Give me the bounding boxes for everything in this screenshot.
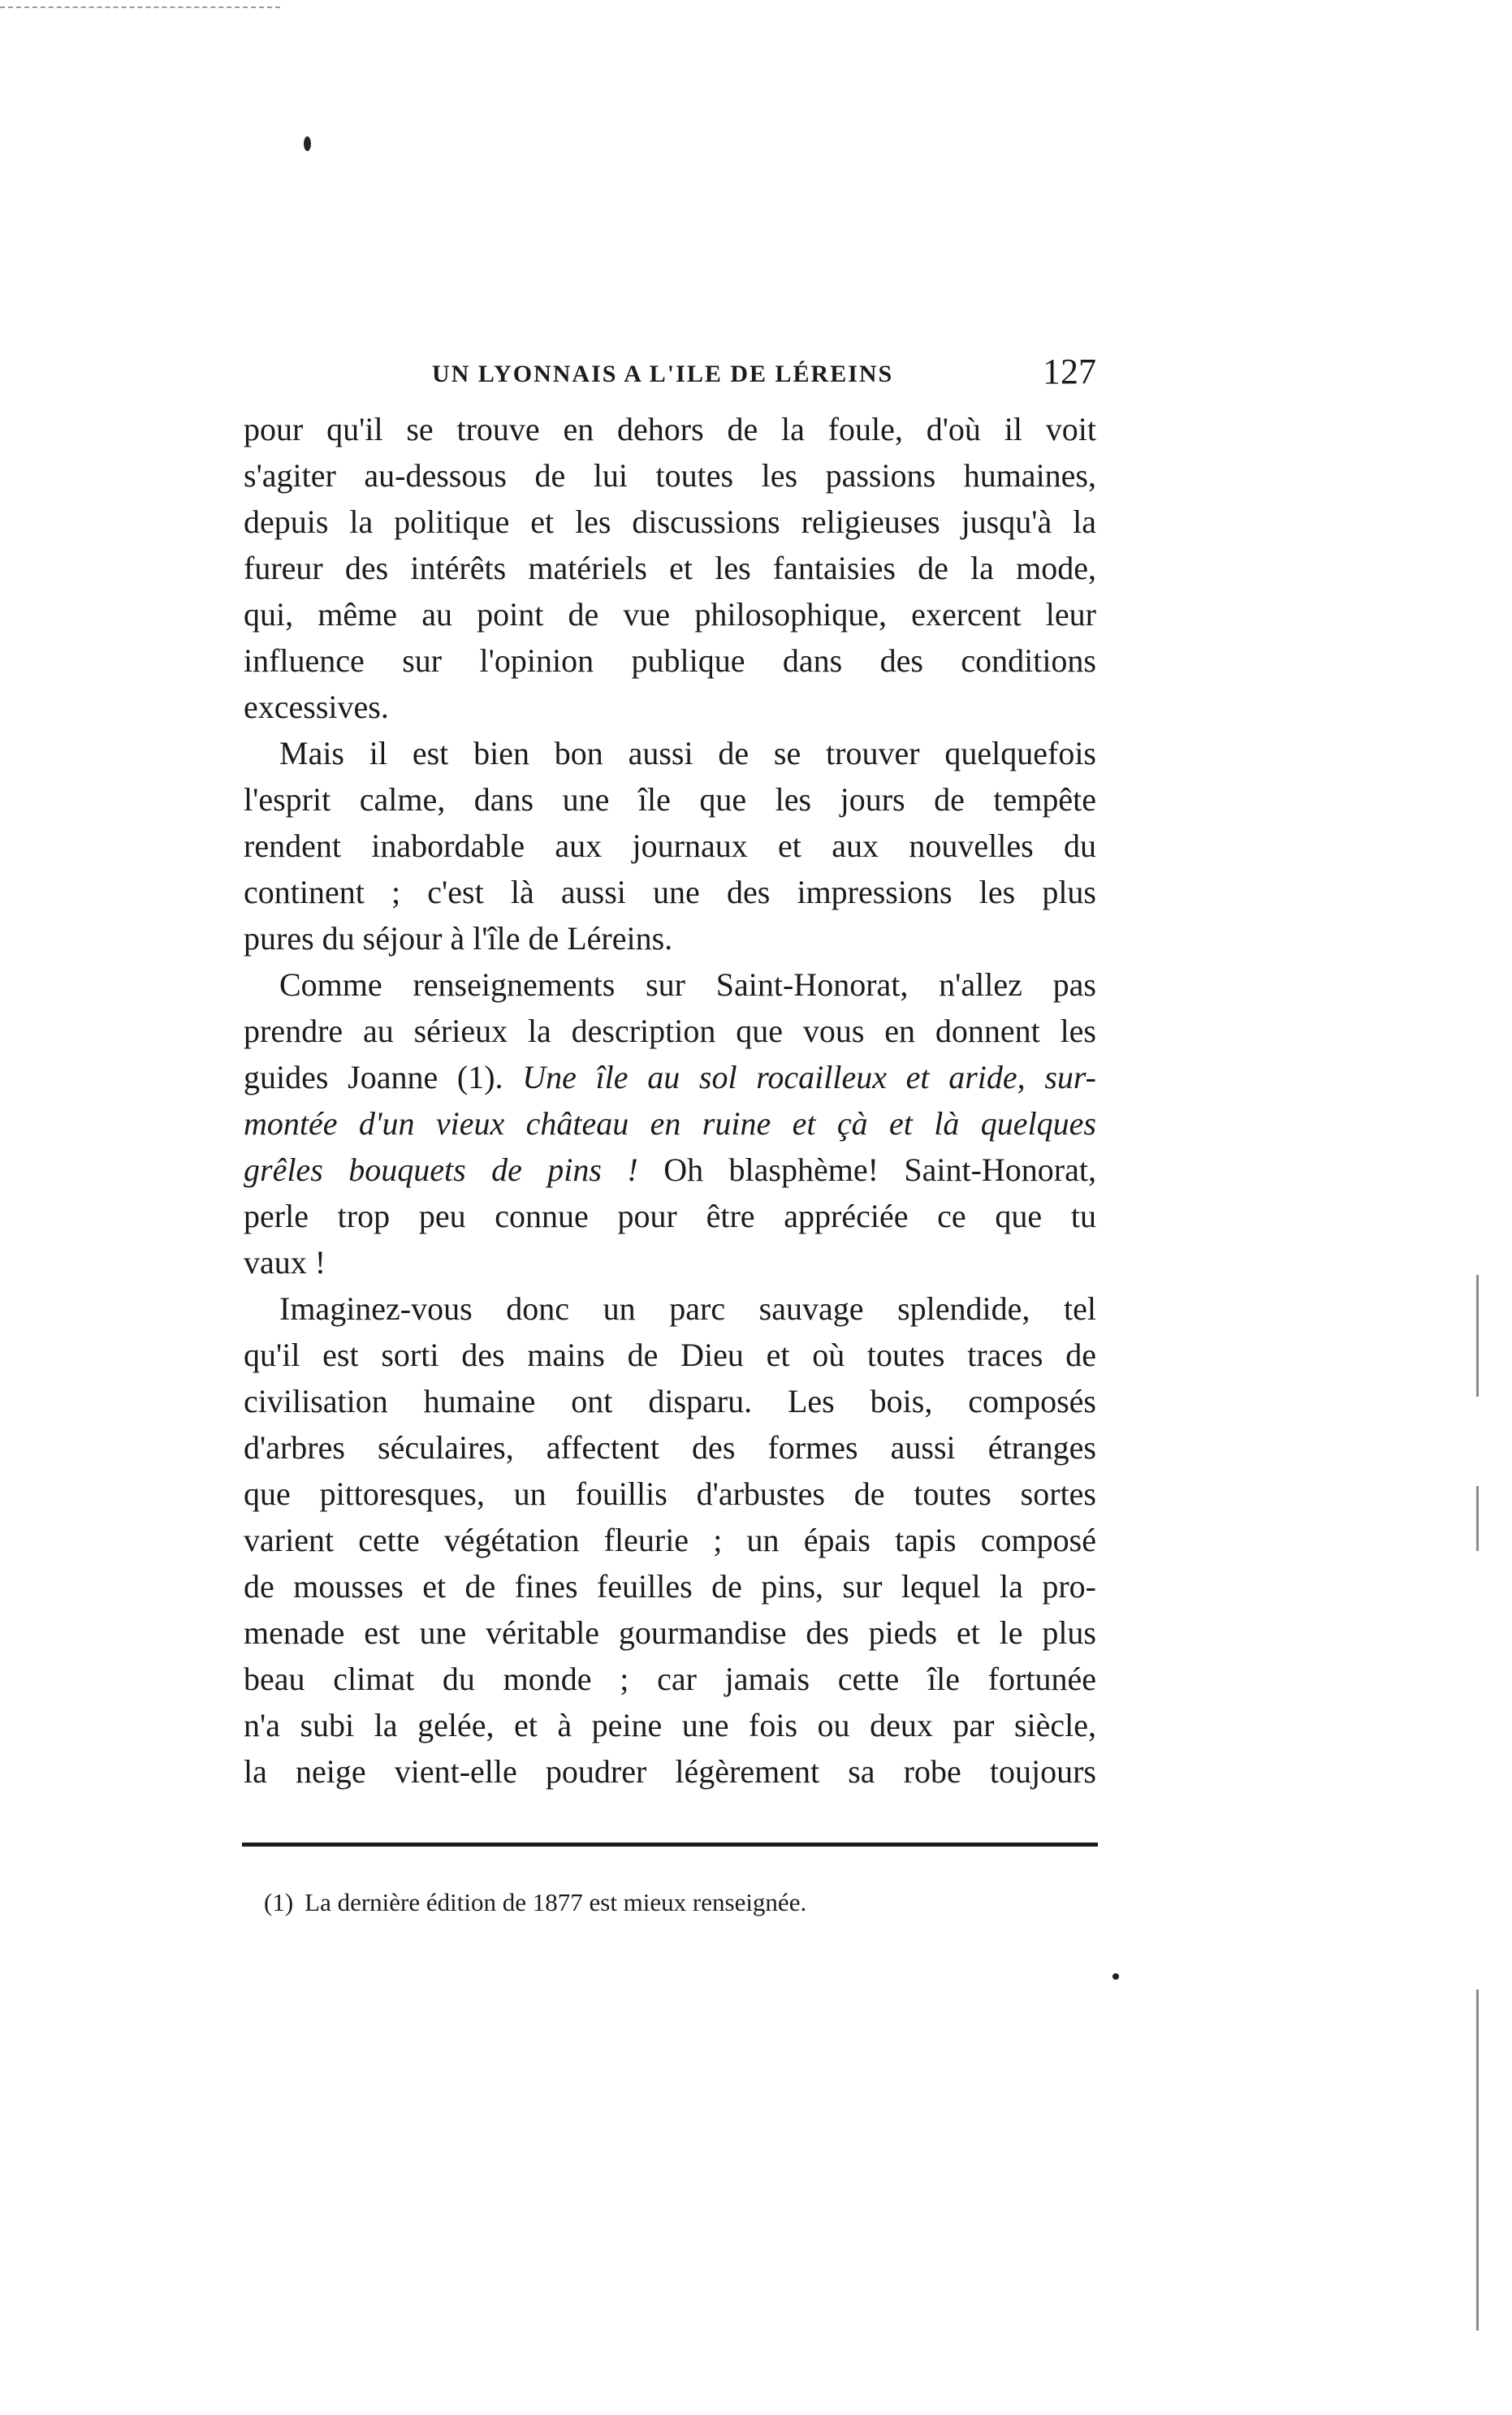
text-line: d'arbres séculaires, affectent des formes aussi étranges [244,1429,1096,1466]
text-line: de mousses et de fines feuilles de pins, sur lequel la pro- [244,1568,1096,1605]
text-line: qui, même au point de vue philosophique, exercent leur [244,596,1096,633]
text-line: influence sur l'opinion publique dans des conditions [244,642,1096,679]
text-line [244,1147,1096,1193]
italic-quote: montée d'un vieux château en ruine et çà et là quelques [244,1105,1096,1142]
text-line [244,1054,1096,1100]
text-line: depuis la politique et les discussions religieuses jusqu'à la [244,503,1096,540]
text-line: Imaginez-vous donc un parc sauvage splendide, tel [279,1290,1096,1327]
ink-speck [1112,1973,1119,1980]
text-line: menade est une véritable gourmandise des pieds et le plus [244,1614,1096,1651]
ink-speck [304,136,311,151]
text-line: vaux ! [244,1244,326,1281]
text-line: pour qu'il se trouve en dehors de la foule, d'où il voit [244,411,1096,447]
text-line: pures du séjour à l'île de Léreins. [244,920,673,957]
footnote-divider [242,1843,1098,1847]
text-line: Mais il est bien bon aussi de se trouver quelquefois [279,735,1096,771]
text-line: prendre au sérieux la description que vous en donnent les [244,1013,1096,1049]
text-line: continent ; c'est là aussi une des impressions les plus [244,874,1096,910]
text-line: perle trop peu connue pour être appréciée ce que tu [244,1198,1096,1234]
body-text [244,406,1096,1795]
text-line: varient cette végétation fleurie ; un épais tapis composé [244,1522,1096,1558]
text-line: rendent inabordable aux journaux et aux nouvelles du [244,827,1096,864]
text-line: la neige vient-elle poudrer légèrement sa robe toujours [244,1753,1096,1790]
footnote [264,1888,806,1917]
italic-quote: Une île au sol rocailleux et aride, sur- [522,1059,1097,1095]
scan-edge-line [1476,1989,1479,2331]
footnote-text: La dernière édition de 1877 est mieux renseignée. [305,1888,807,1916]
text-line: beau climat du monde ; car jamais cette île fortunée [244,1661,1096,1697]
text-run: Oh blasphème! Saint-Honorat, [663,1151,1096,1188]
text-line: excessives. [244,689,389,725]
italic-quote: grêles bouquets de pins ! [244,1151,638,1188]
text-line [244,1100,1096,1147]
text-line: l'esprit calme, dans une île que les jours de tempête [244,781,1096,818]
text-run: guides Joanne (1). [244,1059,503,1095]
page-header [244,351,1096,400]
page-number: 127 [1043,352,1096,391]
text-line: que pittoresques, un fouillis d'arbustes de toutes sortes [244,1475,1096,1512]
text-line: n'a subi la gelée, et à peine une fois ou deux par siècle, [244,1707,1096,1743]
scan-edge-rule [0,6,280,8]
text-line: Comme renseignements sur Saint-Honorat, n'allez pas [279,966,1096,1003]
scan-edge-line [1476,1275,1479,1397]
text-line: civilisation humaine ont disparu. Les bois, composés [244,1383,1096,1419]
text-line: fureur des intérêts matériels et les fantaisies de la mode, [244,550,1096,586]
scan-edge-line [1476,1486,1479,1551]
text-line: qu'il est sorti des mains de Dieu et où toutes traces de [244,1337,1096,1373]
running-title: UN LYONNAIS A L'ILE DE LÉREINS [432,361,894,387]
text-line: s'agiter au-dessous de lui toutes les passions humaines, [244,457,1096,494]
footnote-mark: (1) [264,1888,294,1916]
